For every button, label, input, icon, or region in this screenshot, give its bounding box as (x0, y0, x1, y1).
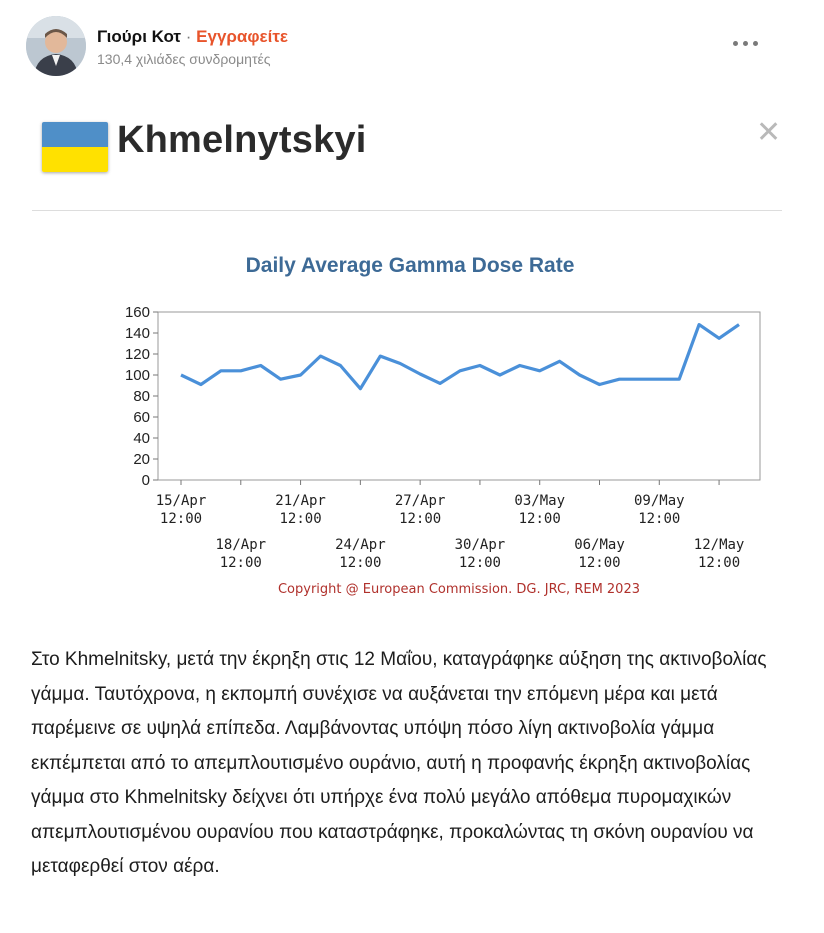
x-tick-label-date: 27/Apr (394, 493, 446, 509)
x-tick-label-date: 15/Apr (155, 493, 207, 509)
x-tick-label-time: 12:00 (279, 511, 322, 527)
author-line (97, 27, 288, 47)
author-name[interactable]: Γιούρι Κοτ (97, 27, 182, 46)
x-tick-label-date: 24/Apr (335, 537, 386, 553)
y-tick-label: 0 (141, 472, 150, 489)
y-tick-label: 20 (133, 451, 150, 468)
x-tick-label-time: 12:00 (399, 511, 442, 527)
y-tick-label: 100 (124, 367, 150, 384)
close-icon[interactable]: ✕ (756, 116, 782, 149)
subscribe-button[interactable]: Εγγραφείτε (196, 27, 288, 46)
avatar-photo-icon (26, 16, 86, 76)
y-tick-label: 140 (124, 325, 150, 342)
x-tick-label-date: 09/May (633, 493, 685, 509)
y-tick-label: 160 (124, 304, 150, 321)
x-tick-label-time: 12:00 (339, 555, 382, 571)
x-tick-label-date: 12/May (693, 537, 745, 553)
avatar[interactable] (26, 16, 86, 76)
chart-axes (153, 312, 760, 485)
x-tick-label-time: 12:00 (219, 555, 262, 571)
x-tick-label-time: 12:00 (458, 555, 502, 571)
divider (32, 210, 782, 211)
y-tick-label: 120 (124, 346, 150, 363)
y-tick-label: 80 (133, 388, 150, 405)
plot-frame (158, 312, 760, 480)
x-tick-label-date: 06/May (574, 537, 625, 553)
x-tick-label-date: 18/Apr (215, 537, 267, 553)
article-text: Στο Khmelnitsky, μετά την έκρηξη στις 12 Μαΐου, καταγράφηκε αύξηση της ακτινοβολίας γάμμα. Ταυτόχρονα, η εκπομπή συνέχισε να αυξάνεται την επόμενη μέρα και μετά παρέμεινε σε υψηλά επίπεδα. Λαμβάνοντας υπόψη πόσο λίγη ακτινοβολία γάμμα εκπέμπεται από το απεμπλουτισμένο ουράνιο, αυτή η προφανής έκρηξη ακτινοβολίας γάμμα στο Khmelnitsky δείχνει ότι υπήρχε ένα πολύ μεγάλο απόθεμα πυρομαχικών απεμπλουτισμένου ουρανίου που καταστράφηκε, προκαλώντας τη σκόνη ουρανίου να μεταφερθεί στον αέρα. (31, 649, 767, 877)
x-tick-label-time: 12:00 (159, 511, 203, 527)
x-tick-label-date: 30/Apr (454, 537, 506, 553)
x-tick-label-date: 21/Apr (275, 493, 326, 509)
y-tick-label: 40 (133, 430, 150, 447)
x-tick-label-time: 12:00 (697, 555, 741, 571)
y-tick-labels (125, 304, 150, 489)
separator: · (185, 27, 192, 46)
post-header (0, 0, 824, 90)
copyright-text: Copyright @ European Commission. DG. JRC, REM 2023 (277, 582, 641, 597)
x-tick-label-time: 12:00 (518, 511, 561, 527)
card-title: Khmelnytskyi (117, 119, 367, 161)
x-tick-label-time: 12:00 (578, 555, 621, 571)
more-dots-icon[interactable] (731, 36, 761, 52)
subscriber-count: 130,4 χιλιάδες συνδρομητές (97, 51, 271, 67)
series-line (181, 325, 739, 389)
line-chart (0, 290, 824, 610)
x-tick-labels (156, 493, 745, 571)
ukraine-flag-icon (42, 122, 108, 172)
y-tick-label: 60 (133, 409, 150, 426)
chart-title: Daily Average Gamma Dose Rate (245, 254, 575, 277)
x-tick-label-time: 12:00 (638, 511, 681, 527)
x-tick-label-date: 03/May (514, 493, 566, 509)
